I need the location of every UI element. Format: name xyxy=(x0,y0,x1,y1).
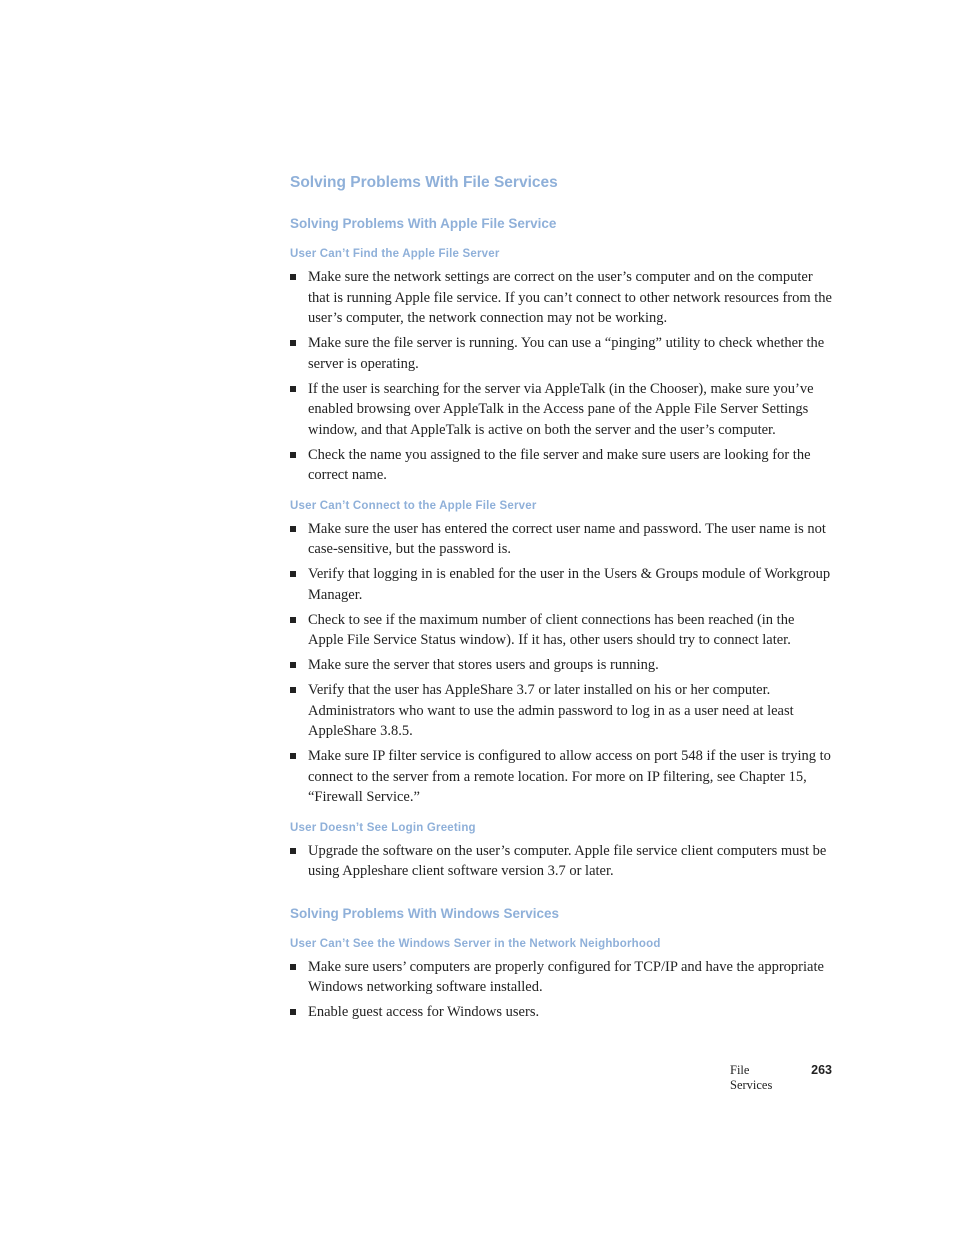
connect-server-list xyxy=(290,519,832,808)
login-greeting-heading: User Doesn’t See Login Greeting xyxy=(290,821,476,834)
list-item: Make sure IP filter service is configured to allow access on port 548 if the user is trying to connect to the server from a remote location. For more on IP filtering, see Chapter 15, “Firewall Service.” xyxy=(290,746,832,808)
list-item: Make sure the user has entered the correct user name and password. The user name is not case-sensitive, but the password is. xyxy=(290,519,832,560)
list-item: Make sure the network settings are correct on the user’s computer and on the computer that is running Apple file service. If you can’t connect to other network resources from the user’s computer, the network connection may not be working. xyxy=(290,267,832,329)
list-item: Make sure the server that stores users and groups is running. xyxy=(290,655,832,676)
list-item: Verify that the user has AppleShare 3.7 or later installed on his or her computer. Administrators who want to use the admin password to log in as a user need at least AppleShare 3.8.5. xyxy=(290,680,832,742)
bullet-icon xyxy=(290,526,296,532)
bullet-icon xyxy=(290,340,296,346)
bullet-icon xyxy=(290,687,296,693)
footer-section-name: File Services xyxy=(730,1063,773,1092)
bullet-icon xyxy=(290,1009,296,1015)
bullet-icon xyxy=(290,964,296,970)
bullet-icon xyxy=(290,662,296,668)
list-item: Upgrade the software on the user’s computer. Apple file service client computers must be using Appleshare client software version 3.7 or later. xyxy=(290,841,832,882)
bullet-icon xyxy=(290,571,296,577)
find-server-heading: User Can’t Find the Apple File Server xyxy=(290,248,500,260)
list-item: Check the name you assigned to the file server and make sure users are looking for the correct name. xyxy=(290,445,832,486)
login-greeting-list xyxy=(290,841,832,882)
list-item: Check to see if the maximum number of client connections has been reached (in the Apple File Service Status window). If it has, other users should try to connect later. xyxy=(290,610,832,651)
list-item: Make sure users’ computers are properly configured for TCP/IP and have the appropriate Windows networking software installed. xyxy=(290,957,832,998)
neighborhood-list xyxy=(290,957,832,1023)
afp-heading: Solving Problems With Apple File Service xyxy=(290,216,557,231)
list-item: Verify that logging in is enabled for the user in the Users & Groups module of Workgroup Manager. xyxy=(290,564,832,605)
section-title: Solving Problems With File Services xyxy=(290,174,558,191)
list-item: If the user is searching for the server via AppleTalk (in the Chooser), make sure you’ve enabled browsing over AppleTalk in the Access pane of the Apple File Server Settings window, and that AppleTalk is active on both the server and the user’s computer. xyxy=(290,379,832,441)
find-server-list xyxy=(290,267,832,486)
bullet-icon xyxy=(290,617,296,623)
page-footer xyxy=(730,1063,832,1093)
bullet-icon xyxy=(290,452,296,458)
list-item: Make sure the file server is running. You can use a “pinging” utility to check whether the server is operating. xyxy=(290,333,832,374)
list-item: Enable guest access for Windows users. xyxy=(290,1002,832,1023)
neighborhood-heading: User Can’t See the Windows Server in the Network Neighborhood xyxy=(290,937,661,950)
bullet-icon xyxy=(290,386,296,392)
bullet-icon xyxy=(290,274,296,280)
bullet-icon xyxy=(290,753,296,759)
windows-heading: Solving Problems With Windows Services xyxy=(290,905,560,921)
bullet-icon xyxy=(290,848,296,854)
connect-server-heading: User Can’t Connect to the Apple File Server xyxy=(290,499,537,512)
page-number: 263 xyxy=(811,1063,832,1077)
page-content xyxy=(290,172,832,1034)
